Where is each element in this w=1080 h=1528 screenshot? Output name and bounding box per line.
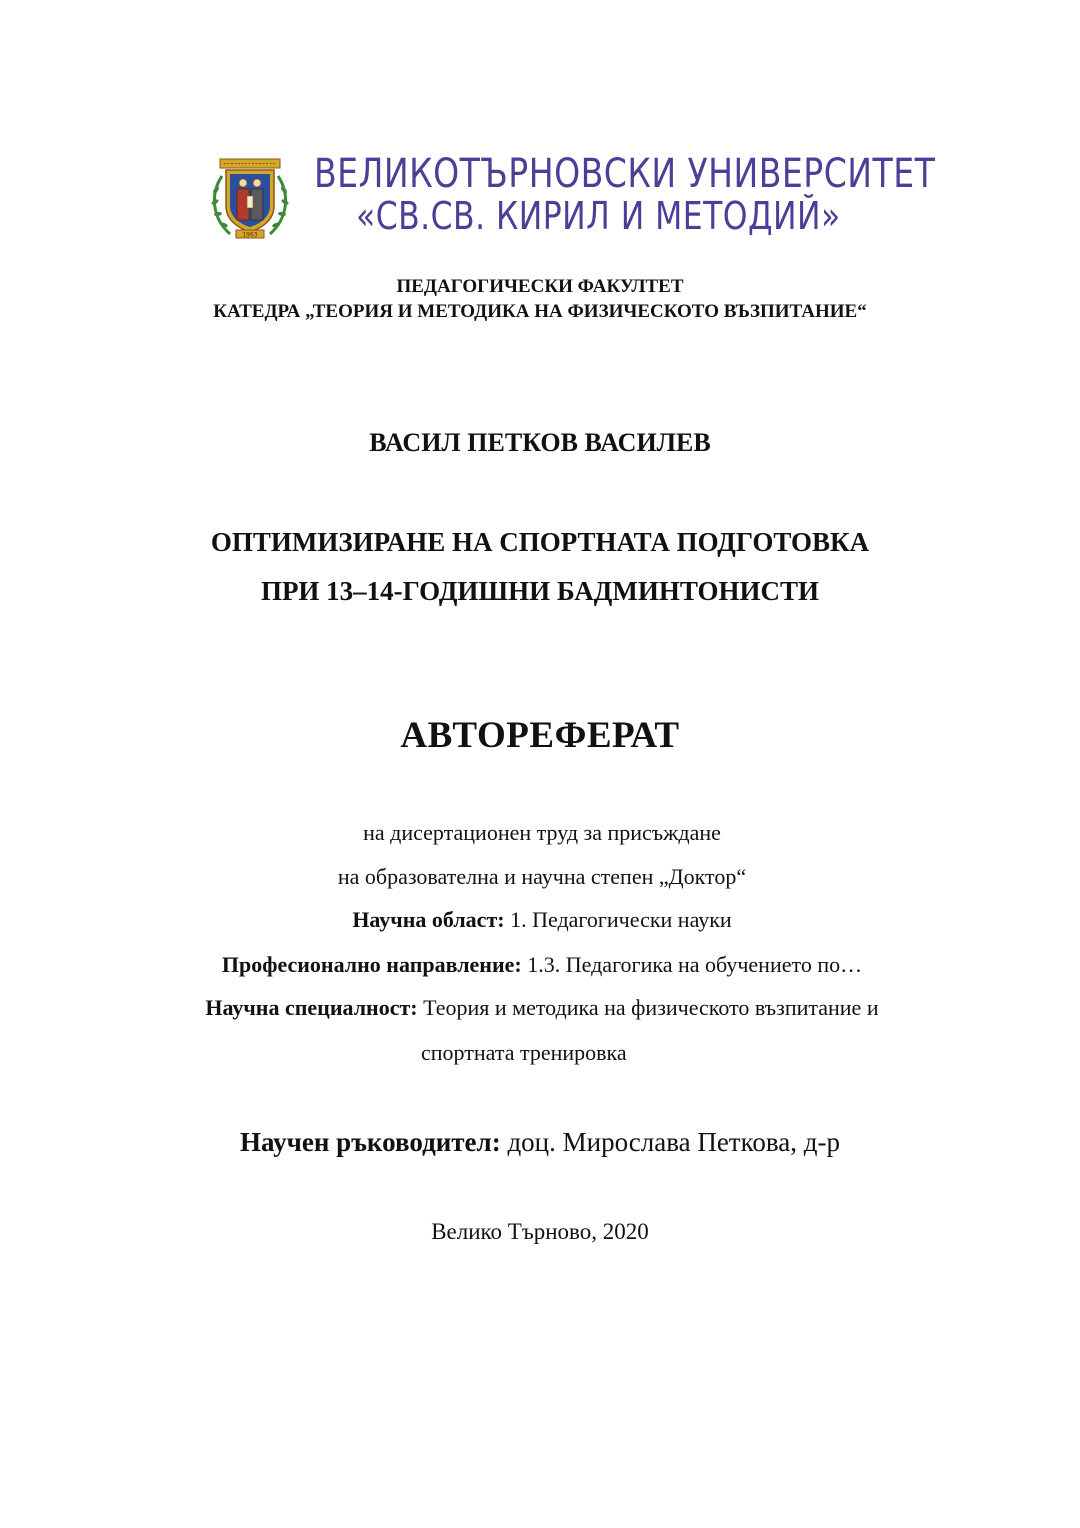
scientific-specialty-label: Научна специалност: xyxy=(205,995,418,1020)
university-emblem-icon xyxy=(210,156,290,240)
university-name-line1: ВЕЛИКОТЪРНОВСКИ УНИВЕРСИТЕТ xyxy=(314,151,936,197)
scientific-specialty xyxy=(2,995,1080,1021)
author-name: ВАСИЛ ПЕТКОВ ВАСИЛЕВ xyxy=(369,428,711,457)
emblem-year: 1963 xyxy=(242,231,258,239)
professional-direction xyxy=(2,952,1080,978)
description-line2: на образователна и научна степен „Доктор“ xyxy=(337,864,747,889)
dissertation-title-line2: ПРИ 13–14-ГОДИШНИ БАДМИНТОНИСТИ xyxy=(260,576,820,606)
professional-direction-label: Професионално направление: xyxy=(221,952,522,977)
dissertation-title-line1: ОПТИМИЗИРАНЕ НА СПОРТНАТА ПОДГОТОВКА xyxy=(210,527,870,557)
professional-direction-value: 1.3. Педагогика на обучението по… xyxy=(521,952,863,977)
scientific-specialty-value-cont: спортната тренировка xyxy=(421,1040,627,1065)
university-emblem xyxy=(210,156,290,240)
supervisor-value: доц. Мирослава Петкова, д-р xyxy=(500,1127,840,1157)
place-and-year: Велико Търново, 2020 xyxy=(431,1219,649,1244)
department-name: КАТЕДРА „ТЕОРИЯ И МЕТОДИКА НА ФИЗИЧЕСКОТО ВЪЗПИТАНИЕ“ xyxy=(213,301,867,322)
document-type: АВТОРЕФЕРАТ xyxy=(400,715,680,756)
scientific-field xyxy=(2,907,1080,933)
supervisor-label: Научен ръководител: xyxy=(240,1127,501,1157)
university-name-line2: «СВ.СВ. КИРИЛ И МЕТОДИЙ» xyxy=(356,194,841,238)
supervisor xyxy=(0,1127,1080,1158)
scientific-field-label: Научна област: xyxy=(352,907,505,932)
scientific-specialty-value: Теория и методика на физическото възпитание и xyxy=(417,995,879,1020)
scientific-field-value: 1. Педагогически науки xyxy=(504,907,732,932)
faculty-name: ПЕДАГОГИЧЕСКИ ФАКУЛТЕТ xyxy=(396,276,684,297)
description-line1: на дисертационен труд за присъждане xyxy=(363,820,721,845)
